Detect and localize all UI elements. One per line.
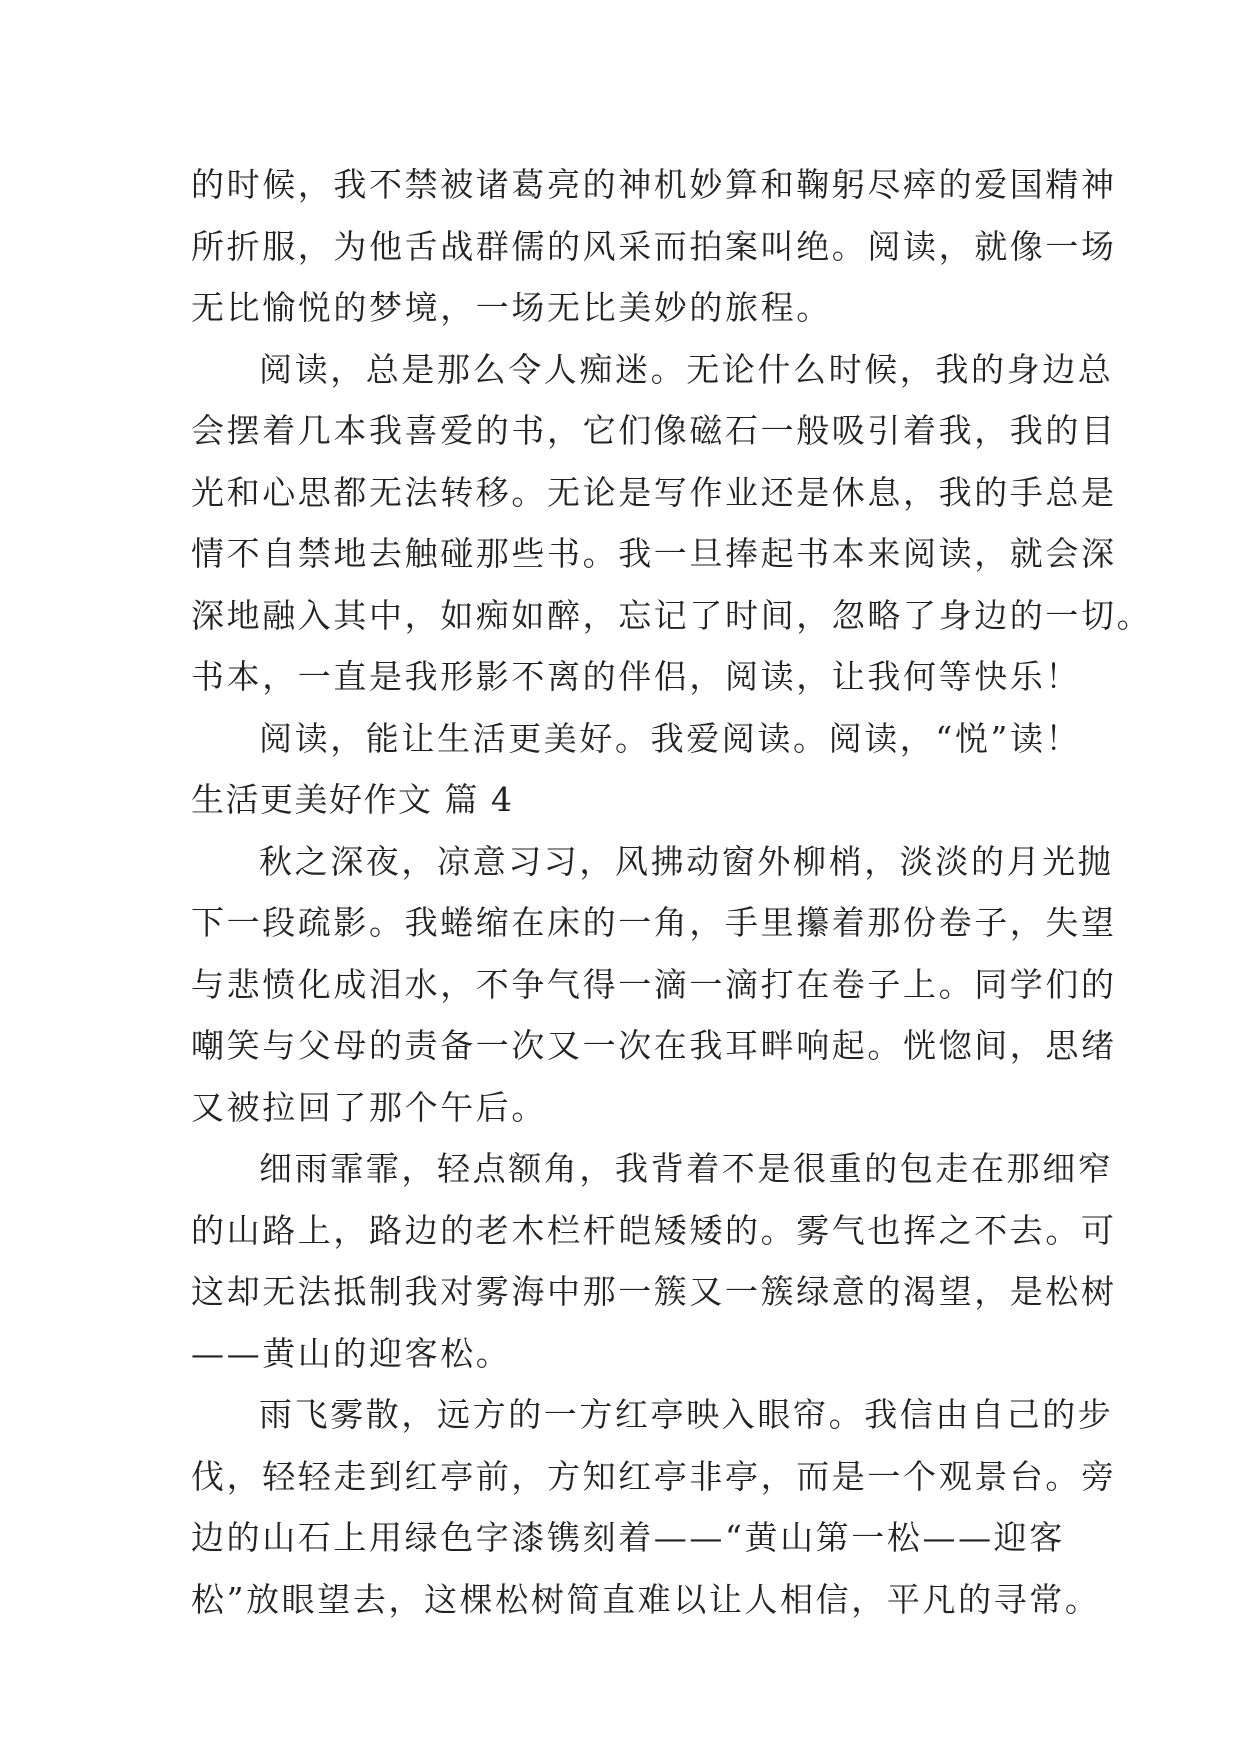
text-line: 松”放眼望去，这棵松树简直难以让人相信，平凡的寻常。 — [191, 1579, 1101, 1619]
text-line: 这却无法抵制我对雾海中那一簇又一簇绿意的渴望，是松树 — [191, 1272, 1117, 1311]
text-line: 的时候，我不禁被诸葛亮的神机妙算和鞠躬尽瘁的爱国精神 — [191, 165, 1117, 204]
text-line: 边的山石上用绿色字漆镌刻着——“黄山第一松——迎客 — [191, 1518, 1065, 1557]
paragraph-first-line: 阅读，能让生活更美好。我爱阅读。阅读，“悦”读！ — [259, 718, 1082, 758]
text-line: 与悲愤化成泪水，不争气得一滴一滴打在卷子上。同学们的 — [191, 964, 1117, 1004]
text-line: 嘲笑与父母的责备一次又一次在我耳畔响起。恍惚间，思绪 — [191, 1026, 1117, 1065]
text-line: 下一段疏影。我蜷缩在床的一角，手里攥着那份卷子，失望 — [191, 903, 1117, 942]
text-line: 情不自禁地去触碰那些书。我一旦捧起书本来阅读，就会深 — [191, 534, 1117, 573]
paragraph-first-line: 雨飞雾散，远方的一方红亭映入眼帘。我信由自己的步 — [259, 1395, 1114, 1434]
text-line: 所折服，为他舌战群儒的风采而拍案叫绝。阅读，就像一场 — [191, 226, 1117, 266]
text-line: 伐，轻轻走到红亭前，方知红亭非亭，而是一个观景台。旁 — [191, 1456, 1117, 1496]
section-heading: 生活更美好作文 篇 4 — [191, 780, 514, 819]
paragraph-first-line: 细雨霏霏，轻点额角，我背着不是很重的包走在那细窄 — [259, 1149, 1114, 1188]
text-line: 会摆着几本我喜爱的书，它们像磁石一般吸引着我，我的目 — [191, 411, 1117, 450]
text-line: ——黄山的迎客松。 — [191, 1333, 512, 1373]
text-line: 又被拉回了那个午后。 — [191, 1087, 547, 1127]
document-body — [191, 154, 1153, 1630]
text-line: 无比愉悦的梦境，一场无比美妙的旅程。 — [191, 288, 832, 327]
paragraph-first-line: 阅读，总是那么令人痴迷。无论什么时候，我的身边总 — [259, 349, 1114, 389]
text-line: 深地融入其中，如痴如醉，忘记了时间，忽略了身边的一切。 — [191, 595, 1153, 635]
text-line: 书本，一直是我形影不离的伴侣，阅读，让我何等快乐！ — [191, 657, 1081, 696]
paragraph-first-line: 秋之深夜，凉意习习，风拂动窗外柳梢，淡淡的月光抛 — [259, 841, 1114, 881]
text-line: 的山路上，路边的老木栏杆皑矮矮的。雾气也挥之不去。可 — [191, 1210, 1117, 1250]
text-line: 光和心思都无法转移。无论是写作业还是休息，我的手总是 — [191, 472, 1117, 512]
